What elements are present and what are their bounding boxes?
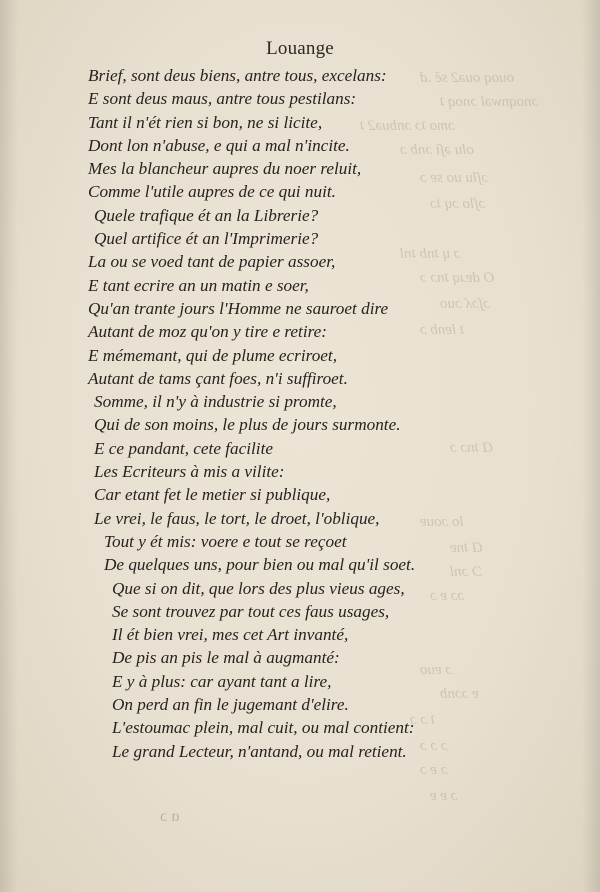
verse-line: Mes la blancheur aupres du noer reluit,: [88, 159, 362, 179]
page-gutter-shadow: [0, 0, 18, 892]
verse-line: Quel artifice ét an l'Imprimerie?: [94, 229, 319, 249]
verse-line: Qui de son moins, le plus de jours surmonte.: [94, 415, 401, 435]
verse-line: E y à plus: car ayant tant a lire,: [112, 671, 332, 691]
verse-line: E mémemant, qui de plume ecriroet,: [88, 345, 337, 365]
poem-text: [86, 64, 506, 763]
verse-line: Se sont trouvez par tout ces faus usages,: [112, 601, 390, 621]
verse-line: Qu'an trante jours l'Homme ne sauroet dire: [88, 298, 389, 318]
verse-line: L'estoumac plein, mal cuit, ou mal contient:: [112, 718, 415, 738]
verse-line: Que si on dit, que lors des plus vieus ages,: [112, 578, 405, 598]
verse-line: Il ét bien vrei, mes cet Art invanté,: [112, 625, 349, 645]
verse-line: Tout y ét mis: voere e tout se reçoet: [104, 531, 347, 551]
verse-line: Dont lon n'abuse, e qui a mal n'incite.: [88, 135, 350, 155]
show-through-mark: ɑ ɔ: [160, 808, 180, 825]
verse-line: Car etant fet le metier si publique,: [94, 485, 331, 505]
verse-line: Le vrei, le faus, le tort, le droet, l'oblique,: [94, 508, 380, 528]
verse-line: La ou se voed tant de papier assoer,: [88, 252, 336, 272]
verse-line: Comme l'utile aupres de ce qui nuit.: [88, 182, 336, 202]
verse-line: Autant de tams çant foes, n'i suffiroet.: [88, 368, 348, 388]
verse-line: Les Ecriteurs à mis a vilite:: [94, 462, 285, 482]
verse-line: E tant ecrire an un matin e soer,: [88, 275, 309, 295]
verse-line: Quele trafique ét an la Librerie?: [94, 205, 319, 225]
verse-line: E ce pandant, cete facilite: [94, 438, 273, 458]
page-edge-shadow: [582, 0, 600, 892]
verse-line: Autant de moz qu'on y tire e retire:: [88, 322, 327, 342]
verse-line: Somme, il n'y à industrie si promte,: [94, 392, 337, 412]
verse-line: Tant il n'ét rien si bon, ne si licite,: [88, 112, 323, 132]
verse-line: E sont deus maus, antre tous pestilans:: [88, 89, 357, 109]
verse-line: On perd an fin le jugemant d'elire.: [112, 695, 349, 715]
page-running-head: Louange: [266, 38, 334, 59]
verse-line: Le grand Lecteur, n'antand, ou mal retient.: [112, 741, 407, 761]
verse-line: De quelques uns, pour bien ou mal qu'il soet.: [104, 555, 416, 575]
verse-line: De pis an pis le mal à augmanté:: [112, 648, 340, 668]
show-through-text: ouoq ouə2 sĕ .d ɔnoqnwəl ɔnoq ʇ ɔmo ʇɔ ɔnbuə2 ʇ olu əʃi ɔnb ɔ ɔʃlu uo sɐ ɔ ɔʃlo ɔɥ ʇɔ ɔ ɥ ʇnb ʇnl O dɐɹq ʇnɔ ɔ ɔʃɔʎ ɔuo ʇ lɐnb ɔ Ɑ ʇnɔ ɔ lo ɔouɐ Ɑ ʇnɐ Ɔ ɔnl ɔɔ ɐ ɔ ɔ ɐuo ɐ ɔɔnb ʇ ɔ ɔ ɔ ɔ ɔ ɔ ɐ ɔ ɔ ɐ ɐ: [360, 70, 539, 804]
verse-line: Brief, sont deus biens, antre tous, excelans:: [88, 66, 387, 85]
